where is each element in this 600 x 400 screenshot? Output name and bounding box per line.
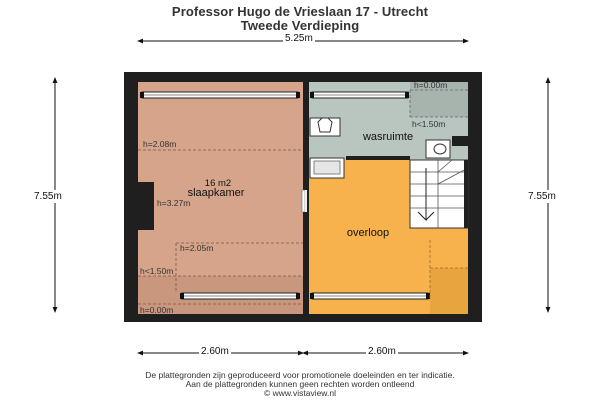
laundry-name-label: wasruimte (362, 131, 414, 143)
toilet-icon (426, 140, 450, 158)
floorplan-title: Professor Hugo de Vrieslaan 17 - Utrecht (171, 4, 429, 19)
window-top-left (140, 92, 300, 98)
bedroom-height-label-205: h=2.05m (180, 243, 214, 253)
landing-name-label: overloop (346, 227, 390, 239)
height-dimension-label-left: 7.55m (34, 191, 62, 202)
laundry-wall-stub (452, 136, 468, 146)
height-dimension-label-right: 7.55m (528, 191, 556, 202)
copyright-line: © www.vistaview.nl (264, 388, 336, 398)
bottom-left-dimension-label: 2.60m (201, 346, 229, 357)
floor-name: Tweede Verdieping (240, 18, 360, 33)
bedroom-height-label-150: h<1.50m (140, 266, 174, 276)
staircase (410, 160, 468, 228)
washing-machine-icon (310, 118, 340, 136)
bottom-right-dimension-label: 2.60m (368, 346, 396, 357)
bedroom-area-label: 16 m2 (204, 178, 232, 189)
disclaimer-line-2: Aan de plattegronden kunnen geen rechten worden ontleend (185, 379, 415, 389)
bedroom-height-label-000: h=0.00m (140, 305, 174, 315)
laundry-height-label-000: h=0.00m (414, 80, 448, 90)
bedroom-height-label-208: h=2.08m (143, 139, 177, 149)
window-top-right (310, 92, 409, 98)
bedroom-name-label: slaapkamer (187, 187, 245, 199)
landing-low-ceiling-zone (430, 268, 468, 314)
bedroom-door (302, 190, 307, 212)
width-dimension-label: 5.25m (285, 33, 313, 44)
bedroom-height-label-327: h=3.27m (157, 198, 191, 208)
window-bottom-right (310, 293, 430, 299)
sink-icon (310, 158, 344, 178)
disclaimer-line-1: De plattegronden zijn geproduceerd voor promotionele doeleinden en ter indicatie. (145, 370, 455, 380)
window-bottom-left (180, 293, 300, 299)
laundry-height-label-150: h<1.50m (412, 119, 446, 129)
laundry-divider-wall (346, 156, 410, 160)
left-wall-notch (124, 182, 154, 230)
